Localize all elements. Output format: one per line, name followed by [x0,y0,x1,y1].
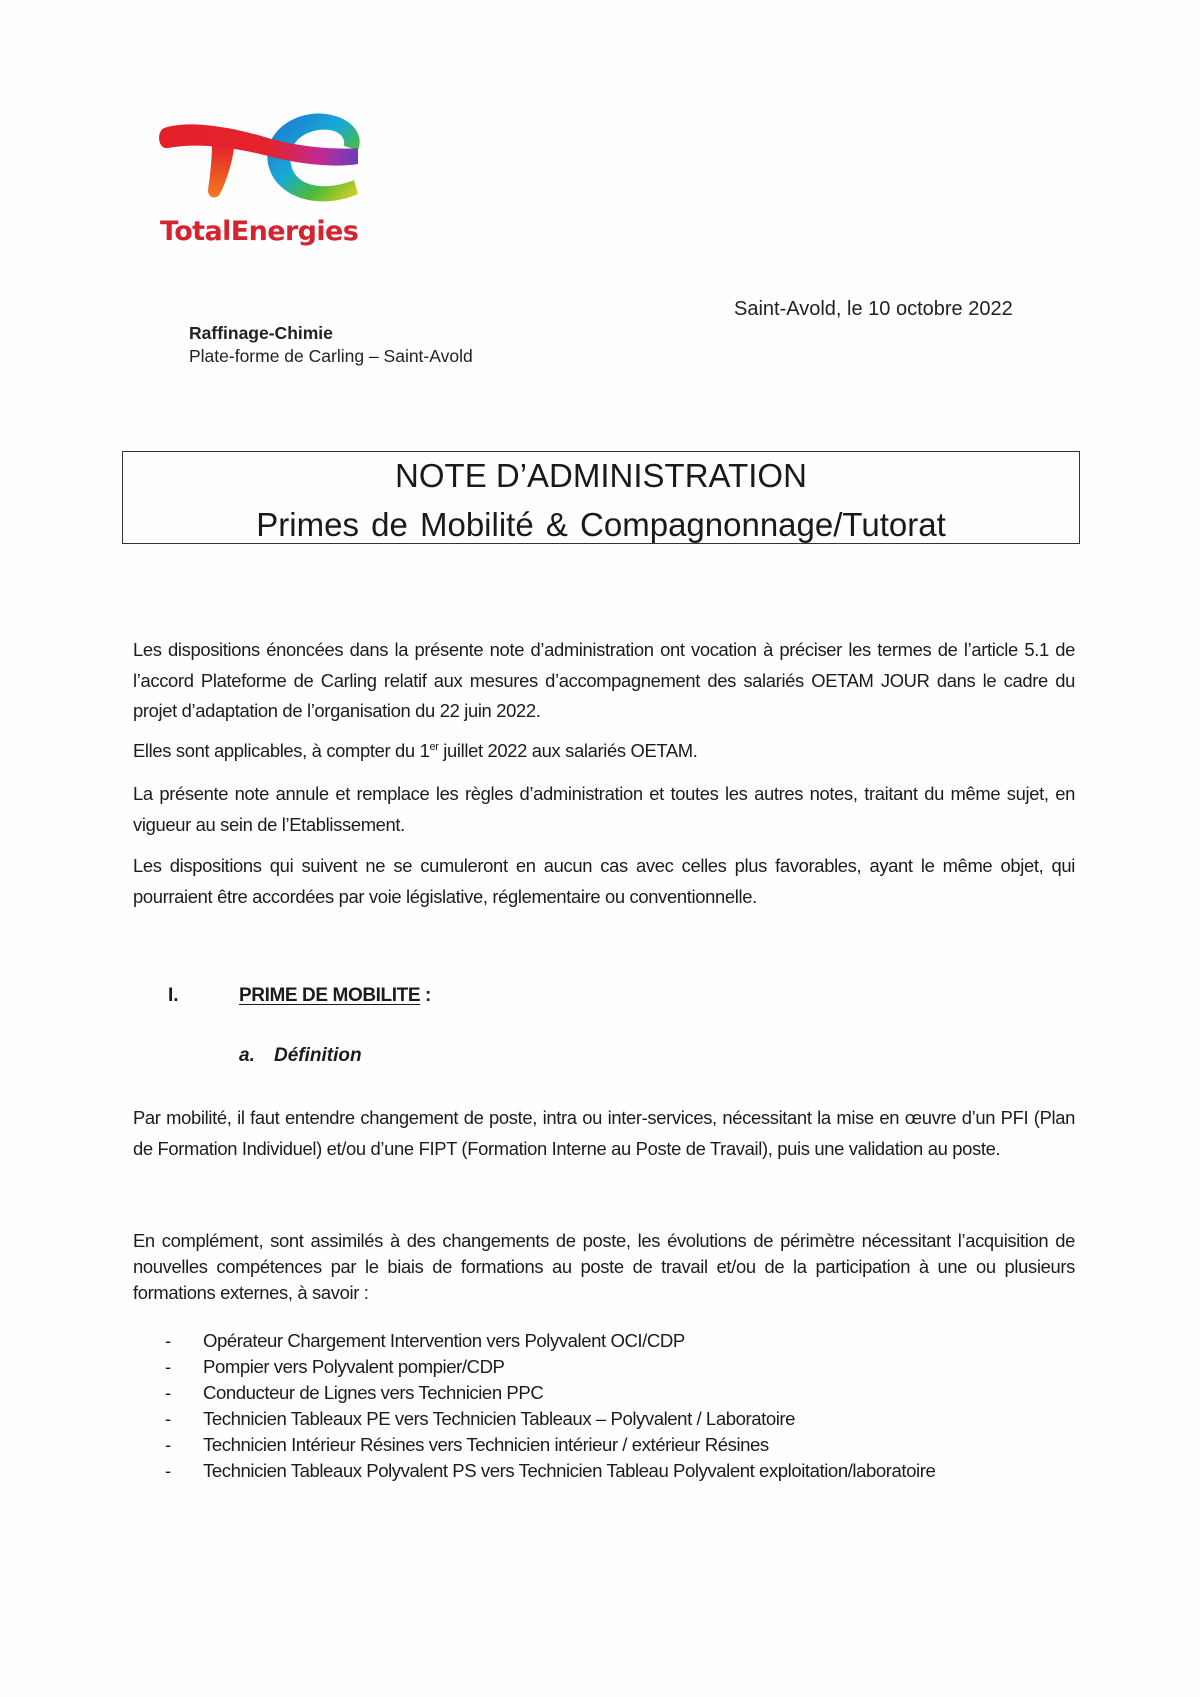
list-dash: - [165,1356,171,1377]
date-line: Saint-Avold, le 10 octobre 2022 [734,298,1013,320]
list-dash: - [165,1330,171,1351]
logo-symbol-icon [158,102,370,217]
list-dash: - [165,1460,171,1481]
intro-paragraph-2-start: Elles sont applicables, à compter du 1 [133,740,430,761]
intro-paragraph-4: Les dispositions qui suivent ne se cumuleront en aucun cas avec celles plus favorables, ayant le même objet, qui pourraient être accordées par voie législative, réglementaire ou conventionnelle. [133,855,1075,907]
subsection-heading [239,1045,362,1067]
section-number: I. [168,985,179,1006]
list-item-text: Technicien Tableaux PE vers Technicien Tableaux – Polyvalent / Laboratoire [203,1408,796,1429]
superscript: er [429,740,439,753]
job-transitions-list [165,1328,935,1484]
list-item [165,1380,935,1406]
list-item-text: Technicien Tableaux Polyvalent PS vers Technicien Tableau Polyvalent exploitation/laboratoire [203,1460,936,1481]
list-item-text: Pompier vers Polyvalent pompier/CDP [203,1356,505,1377]
totalenergies-logo [158,102,370,262]
list-item [165,1328,935,1354]
title-box [122,451,1080,544]
list-item [165,1406,935,1432]
sender-site: Plate-forme de Carling – Saint-Avold [189,346,473,366]
list-dash: - [165,1408,171,1429]
list-item-text: Technicien Intérieur Résines vers Technicien intérieur / extérieur Résines [203,1434,769,1455]
intro-paragraph-2 [133,736,1075,767]
sender-block [189,322,473,368]
intro-paragraph-3: La présente note annule et remplace les règles d’administration et toutes les autres notes, traitant du même sujet, en vigueur au sein de l’Etablissement. [133,783,1075,835]
list-item [165,1354,935,1380]
section-title-suffix: : [420,985,431,1006]
logo-wordmark: TotalEnergies [160,216,359,247]
intro-paragraph-1: Les dispositions énoncées dans la présente note d’administration ont vocation à préciser les termes de l’article 5.1 de l’accord Plateforme de Carling relatif aux mesures d’accompagnement des salariés OETAM JOUR dans le cadre du projet d’adaptation de l’organisation du 22 juin 2022. [133,639,1075,721]
list-dash: - [165,1382,171,1403]
section-heading [239,985,431,1007]
subsection-title: Définition [274,1045,362,1066]
list-dash: - [165,1434,171,1455]
subsection-letter: a. [239,1045,255,1066]
definition-paragraph: Par mobilité, il faut entendre changement de poste, intra ou inter-services, nécessitant la mise en œuvre d’un PFI (Plan de Formation Individuel) et/ou d’une FIPT (Formation Interne au Poste de Travail), puis une validation au poste. [133,1107,1075,1159]
section-title: PRIME DE MOBILITE [239,985,421,1006]
list-item [165,1432,935,1458]
document-title: NOTE D’ADMINISTRATION [395,457,807,494]
list-item-text: Opérateur Chargement Intervention vers Polyvalent OCI/CDP [203,1330,685,1351]
list-item [165,1458,935,1484]
intro-paragraph-2-end: juillet 2022 aux salariés OETAM. [438,740,698,761]
document-subtitle: Primes de Mobilité & Compagnonnage/Tutorat [256,506,946,543]
complement-paragraph: En complément, sont assimilés à des changements de poste, les évolutions de périmètre nécessitant l’acquisition de nouvelles compétences par le biais de formations au poste de travail et/ou de la participation à une ou plusieurs formations externes, à savoir : [133,1230,1075,1303]
list-item-text: Conducteur de Lignes vers Technicien PPC [203,1382,544,1403]
sender-organization: Raffinage-Chimie [189,323,333,343]
